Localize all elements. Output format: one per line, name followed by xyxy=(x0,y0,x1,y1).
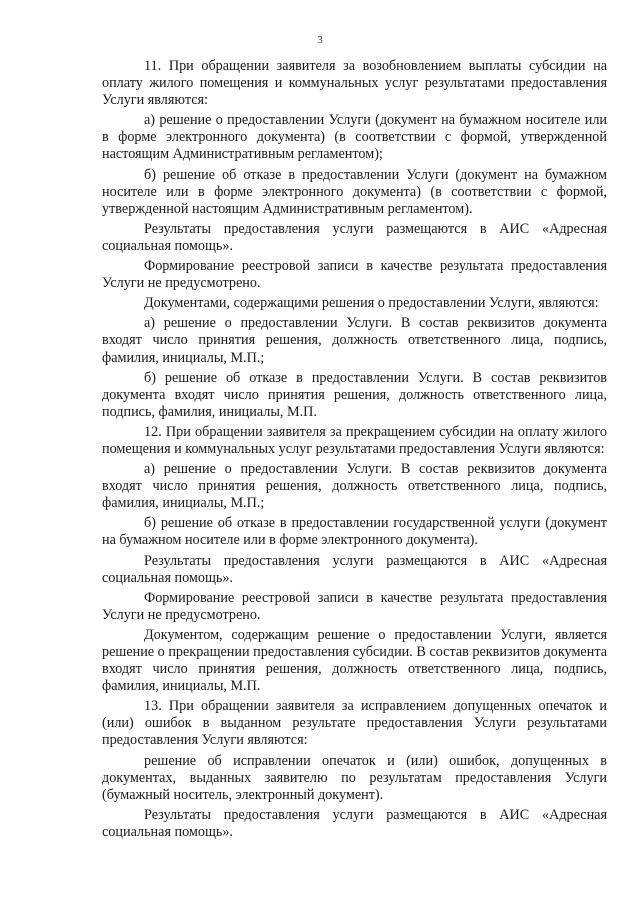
paragraph: 11. При обращении заявителя за возобновлением выплаты субсидии на оплату жилого помещения и коммунальных услуг результатами предоставления Услуги являются: xyxy=(102,58,607,109)
paragraph: б) решение об отказе в предоставлении Услуги. В состав реквизитов документа входят число принятия решения, должность ответственного лица, подпись, фамилия, инициалы, М.П. xyxy=(102,369,607,420)
paragraph: а) решение о предоставлении Услуги. В состав реквизитов документа входят число принятия решения, должность ответственного лица, подпись, фамилия, инициалы, М.П.; xyxy=(102,315,607,366)
paragraph: Документом, содержащим решение о предоставлении Услуги, является решение о прекращении предоставления субсидии. В состав реквизитов документа входят число принятия решения, должность ответственного лица, подпись, фамилия, инициалы, М.П. xyxy=(102,626,607,695)
paragraph: Документами, содержащими решения о предоставлении Услуги, являются: xyxy=(144,295,599,312)
paragraph: Формирование реестровой записи в качестве результата предоставления Услуги не предусмотрено. xyxy=(102,258,607,292)
paragraph: Формирование реестровой записи в качестве результата предоставления Услуги не предусмотрено. xyxy=(102,589,607,623)
paragraph: б) решение об отказе в предоставлении государственной услуги (документ на бумажном носителе или в форме электронного документа). xyxy=(102,515,607,549)
paragraph: решение об исправлении опечаток и (или) ошибок, допущенных в документах, выданных заявителю по результатам предоставления Услуги (бумажный носитель, электронный документ). xyxy=(102,752,607,803)
paragraph: 13. При обращении заявителя за исправлением допущенных опечаток и (или) ошибок в выданном результате предоставления Услуги результатами предоставления Услуги являются: xyxy=(102,698,607,749)
paragraph: б) решение об отказе в предоставлении Услуги (документ на бумажном носителе или в форме электронного документа) (в соответствии с формой, утвержденной настоящим Административным регламентом). xyxy=(102,166,607,217)
paragraph: Результаты предоставления услуги размещаются в АИС «Адресная социальная помощь». xyxy=(102,552,607,586)
paragraph: Результаты предоставления услуги размещаются в АИС «Адресная социальная помощь». xyxy=(102,806,607,840)
paragraph: Результаты предоставления услуги размещаются в АИС «Адресная социальная помощь». xyxy=(102,220,607,254)
paragraph: а) решение о предоставлении Услуги (документ на бумажном носителе или в форме электронного документа) (в соответствии с формой, утвержденной настоящим Административным регламентом); xyxy=(102,112,607,163)
page-number: 3 xyxy=(317,34,323,46)
paragraph: 12. При обращении заявителя за прекращением субсидии на оплату жилого помещения и коммунальных услуг результатами предоставления Услуги являются: xyxy=(102,423,607,457)
paragraph: а) решение о предоставлении Услуги. В состав реквизитов документа входят число принятия решения, должность ответственного лица, подпись, фамилия, инициалы, М.П.; xyxy=(102,461,607,512)
document-body xyxy=(102,58,607,841)
